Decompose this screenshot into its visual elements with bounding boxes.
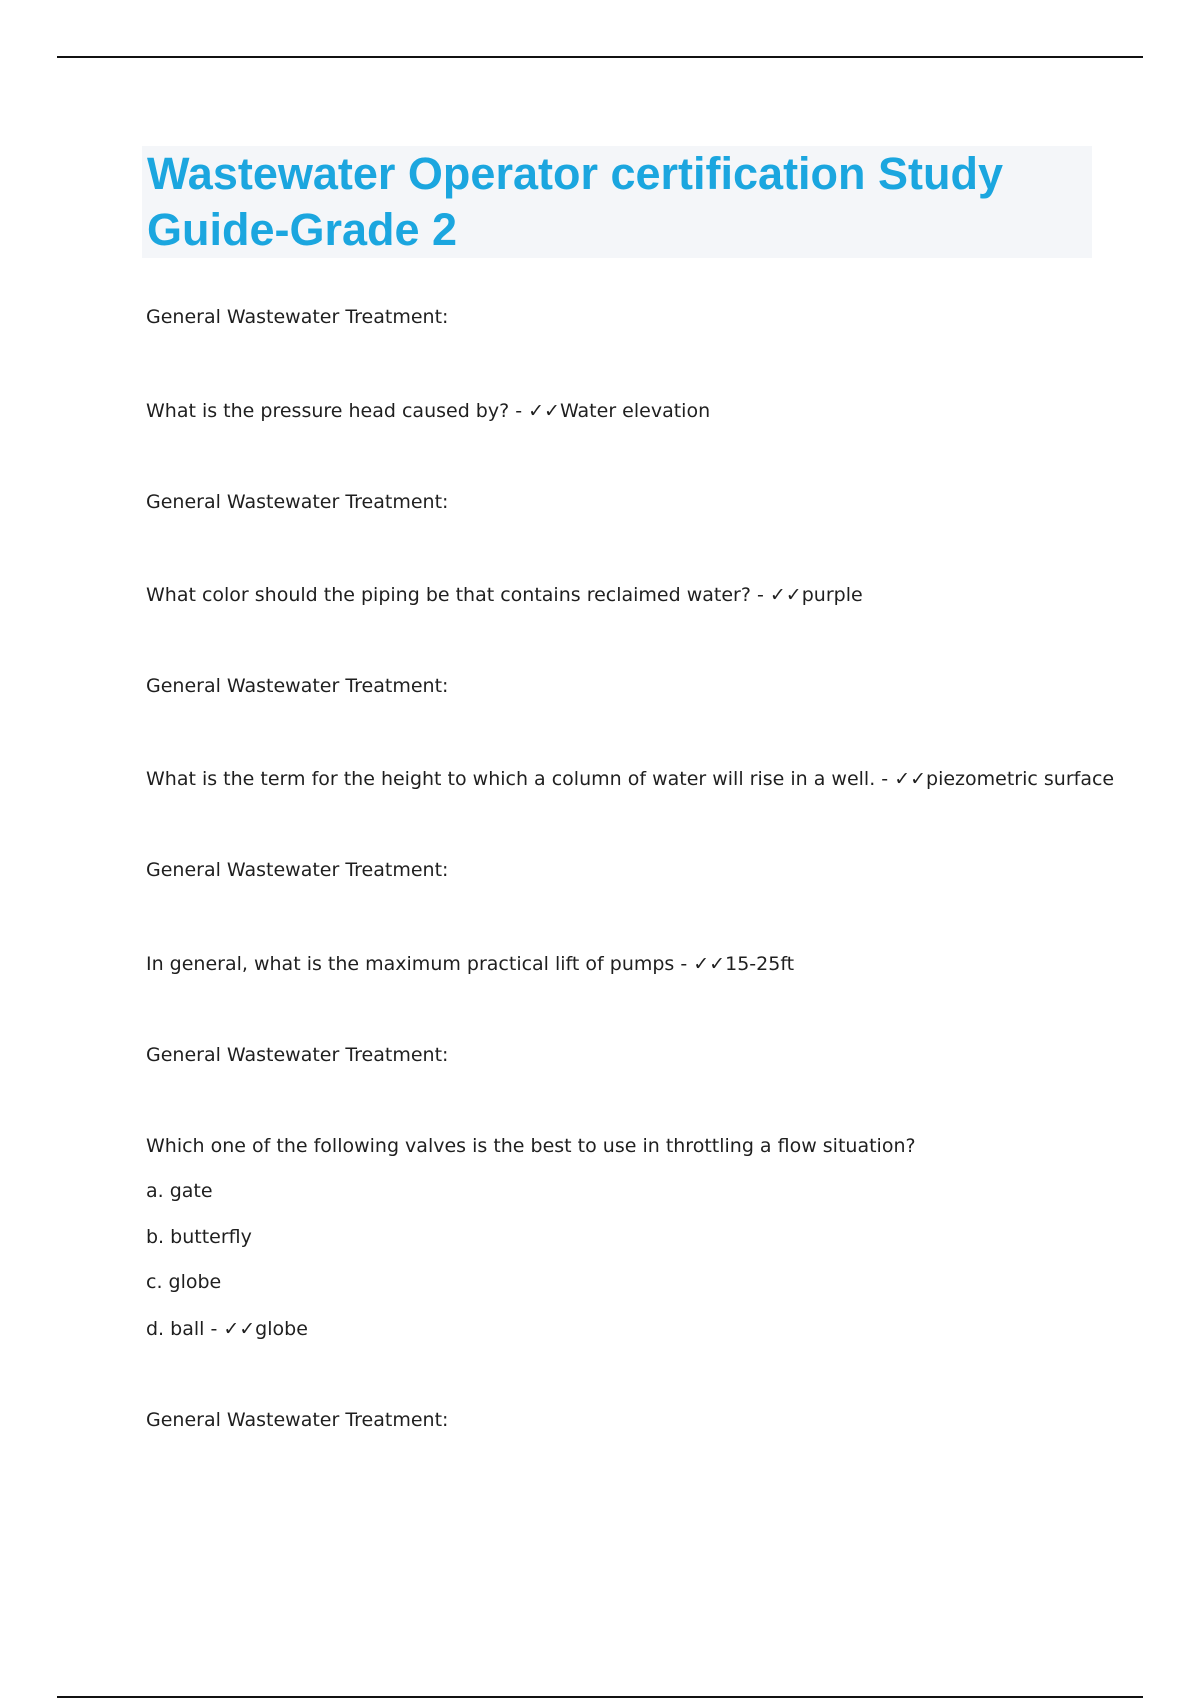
section-heading: General Wastewater Treatment: — [146, 1409, 449, 1431]
mc-option: b. butterfly — [146, 1226, 252, 1248]
section-heading: General Wastewater Treatment: — [146, 1044, 449, 1066]
bottom-rule — [57, 1696, 1143, 1698]
question-text: What is the pressure head caused by? - — [146, 400, 529, 422]
question-line — [146, 767, 1114, 791]
section-heading: General Wastewater Treatment: — [146, 675, 449, 697]
section-heading: General Wastewater Treatment: — [146, 859, 449, 881]
question-text: What color should the piping be that contains reclaimed water? - — [146, 584, 770, 606]
mc-option-last — [146, 1317, 308, 1341]
question-line — [146, 952, 794, 976]
answer-text: ✓✓Water elevation — [528, 400, 711, 422]
question-line — [146, 399, 710, 423]
section-heading: General Wastewater Treatment: — [146, 491, 449, 513]
mc-option: c. globe — [146, 1271, 222, 1293]
question-text: What is the term for the height to which a column of water will rise in a well. - — [146, 768, 895, 790]
mc-option: a. gate — [146, 1180, 213, 1202]
section-heading: General Wastewater Treatment: — [146, 306, 449, 328]
question-text: In general, what is the maximum practical lift of pumps - — [146, 953, 694, 975]
document-title: Wastewater Operator certification Study Guide-Grade 2 — [147, 148, 1004, 255]
mc-option-text: d. ball - — [146, 1318, 224, 1340]
question-line — [146, 583, 863, 607]
top-rule — [57, 56, 1143, 58]
mc-question-text: Which one of the following valves is the best to use in throttling a flow situation? — [146, 1135, 916, 1157]
answer-text: ✓✓piezometric surface — [894, 768, 1115, 790]
answer-text: ✓✓purple — [769, 584, 863, 606]
answer-text: ✓✓15-25ft — [693, 953, 795, 975]
answer-text: ✓✓globe — [223, 1318, 308, 1340]
